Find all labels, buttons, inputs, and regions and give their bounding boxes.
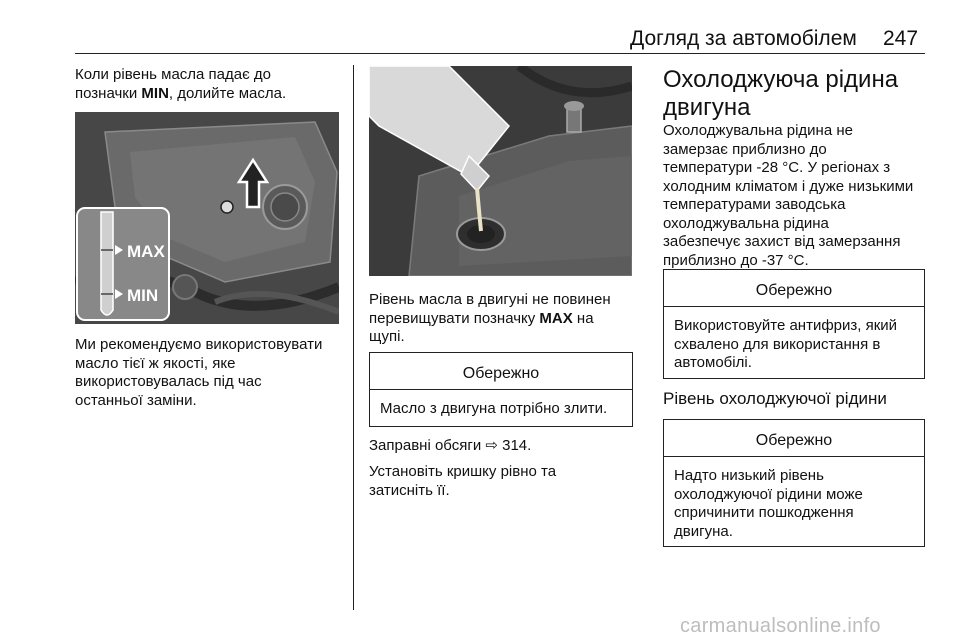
header-divider (75, 53, 925, 54)
page-header-title: Догляд за автомобілем (630, 27, 857, 50)
min-mark-text: MIN (127, 286, 159, 305)
oil-recommendation-paragraph: Ми рекомендуємо використовувати масло тієї ж якості, яке використовувалась під час останньої заміни. (75, 336, 323, 409)
min-mark-label: MIN (141, 84, 169, 102)
max-mark-text: MAX (127, 242, 165, 261)
oil-pouring-illustration (369, 66, 632, 276)
notice-title: Обережно (664, 420, 924, 457)
capacity-reference-paragraph: Заправні обсяги ⇨ 314. (369, 437, 532, 454)
coolant-level-subheading: Рівень охолоджуючої рідини (663, 389, 887, 408)
max-mark-label: MAX (539, 309, 573, 327)
cap-install-paragraph: Установіть кришку рівно та затисніть її. (369, 463, 557, 499)
notice-body: Масло з двигуна потрібно злити. (380, 400, 608, 417)
oil-top-up-paragraph: Коли рівень масла падає до позначки MIN, долийте масла. (75, 66, 287, 102)
notice-title: Обережно (370, 353, 632, 390)
dipstick-illustration (75, 112, 339, 324)
notice-body: Використовуйте антифриз, який схвалено для використання в автомобілі. (674, 317, 898, 371)
notice-body: Надто низький рівень охолоджуючої рідини може спричинити пошкодження двигуна. (674, 467, 863, 540)
page-reference-icon: ⇨ (485, 437, 498, 454)
page-number: 247 (883, 27, 919, 50)
notice-title: Обережно (664, 270, 924, 307)
coolant-info-paragraph: Охолоджувальна рідина не замерзає приблизно до температури -28 °C. У регіонах з холодним кліматом і дуже низькими температурами заводська охолоджувальна рідина забезпечує захист від замерзання приблизно до -37 °C. (663, 122, 914, 269)
low-coolant-notice (663, 419, 925, 547)
oil-max-paragraph: Рівень масла в двигуні не повинен перевищувати позначку MAX на щупі. (369, 291, 611, 345)
coolant-heading: Охолоджуюча рідина двигуна (663, 66, 899, 121)
column-divider (353, 65, 354, 610)
antifreeze-notice (663, 269, 925, 379)
capacity-page-link[interactable]: 314. (502, 437, 532, 454)
oil-drain-notice (369, 352, 633, 427)
watermark: carmanualsonline.info (680, 615, 881, 637)
